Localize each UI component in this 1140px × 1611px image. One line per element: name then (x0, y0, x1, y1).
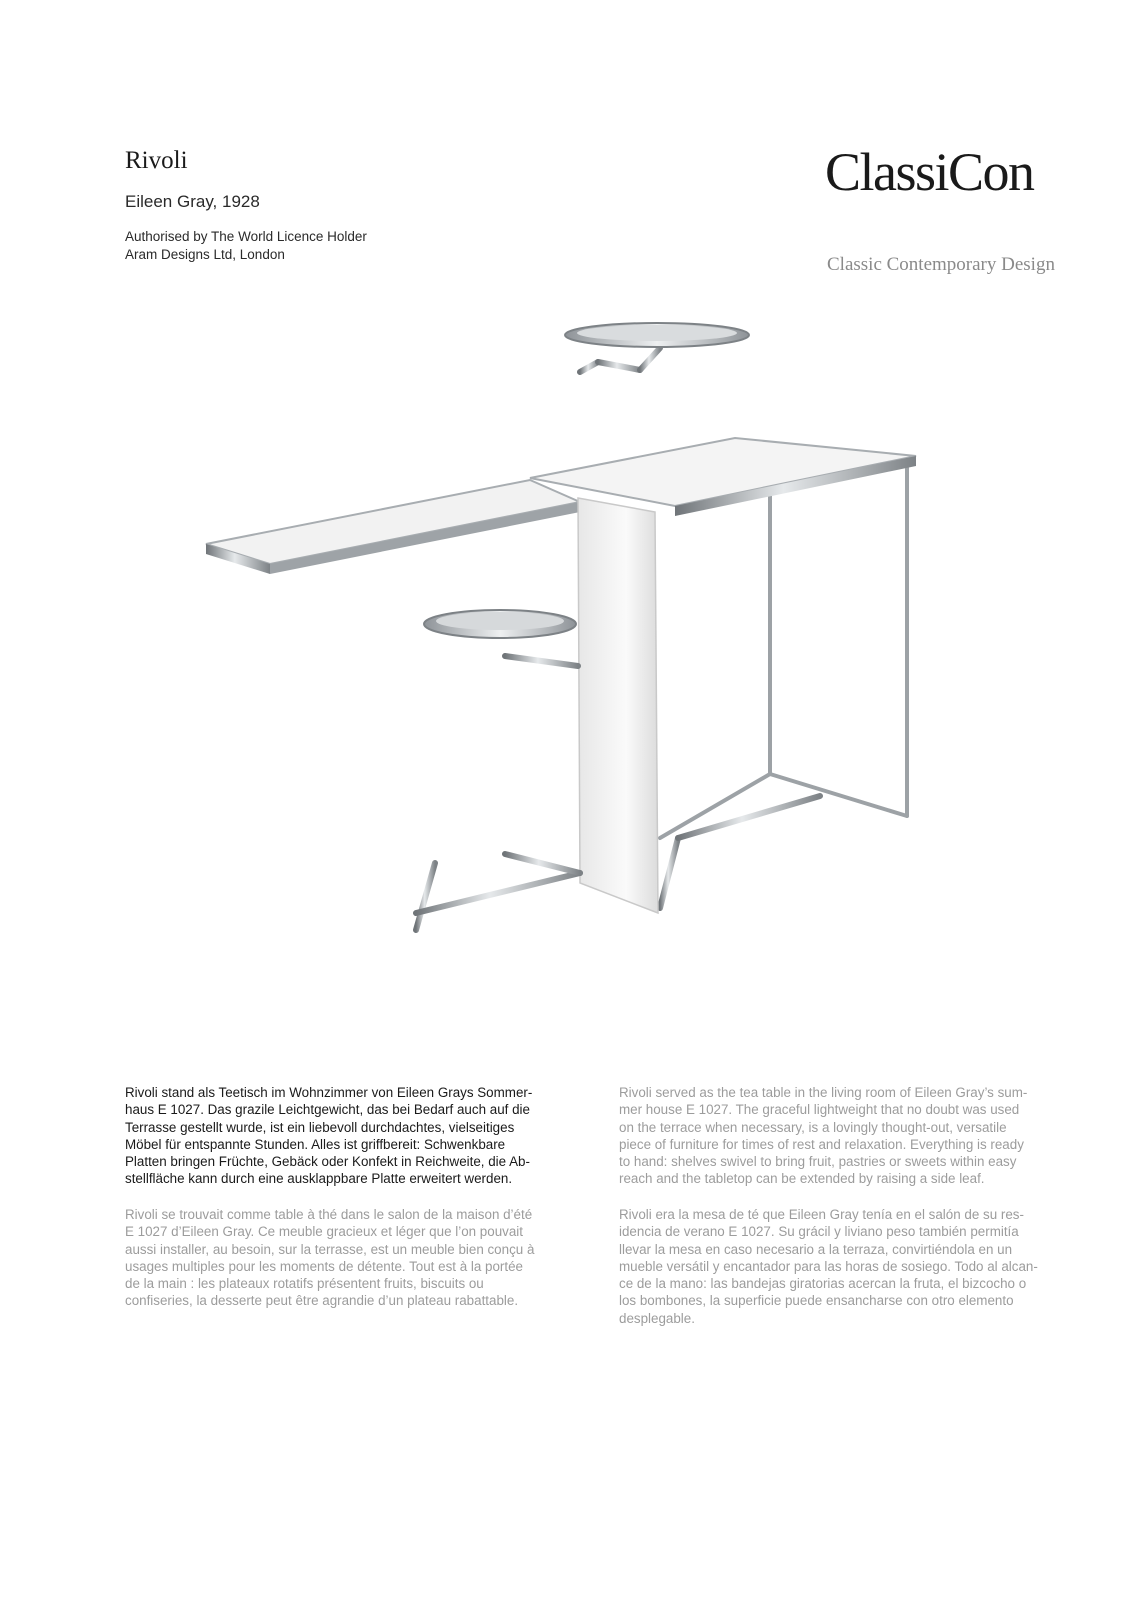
description-line: Möbel für entspannte Stunden. Alles ist griffbereit: Schwenkbare (125, 1136, 506, 1152)
description-line: reach and the tabletop can be extended by raising a side leaf. (619, 1171, 985, 1187)
description-line: piece of furniture for times of rest and relaxation. Everything is ready (619, 1136, 1024, 1152)
designer-credit: Eileen Gray, 1928 (125, 192, 260, 211)
description-line: mer house E 1027. The graceful lightweight that no doubt was used (619, 1102, 1020, 1118)
description-line: llevar la mesa en caso necesario a la terraza, convirtiéndola en un (619, 1241, 1013, 1257)
description-line: Terrasse gestellt wurde, ist ein liebevoll durchdachtes, vielseitiges (125, 1119, 515, 1135)
licence-note (125, 228, 367, 263)
description-line: Rivoli served as the tea table in the living room of Eileen Gray’s sum- (619, 1085, 1028, 1100)
description-line: los bombones, la superficie puede ensancharse con otro elemento (619, 1293, 1014, 1309)
left-leg (416, 532, 435, 930)
description-line: to hand: shelves swivel to bring fruit, pastries or sweets within easy (619, 1154, 1017, 1170)
description-line: E 1027 d’Eileen Gray. Ce meuble gracieux et léger que l’on pouvait (125, 1224, 523, 1240)
licence-line: Authorised by The World Licence Holder (125, 229, 367, 244)
product-title: Rivoli (125, 147, 188, 174)
brand-tagline: Classic Contemporary Design (827, 254, 1055, 275)
description-french (125, 1206, 534, 1310)
base-rod (416, 854, 580, 913)
description-line: Platten bringen Früchte, Gebäck oder Konfekt in Reichweite, die Ab- (125, 1154, 530, 1170)
description-line: de la main : les plateaux rotatifs présentent fruits, biscuits ou (125, 1276, 484, 1292)
description-german (125, 1084, 532, 1188)
description-line: confiseries, la desserte peut être agrandie d’un plateau rabattable. (125, 1293, 519, 1309)
description-line: Rivoli se trouvait comme table à thé dans le salon de la maison d’été (125, 1207, 533, 1222)
back-frame (660, 468, 907, 838)
description-line: aussi installer, au besoin, sur la terrasse, est un meuble bien conçu à (125, 1241, 535, 1257)
rivoli-table-illustration (200, 318, 940, 968)
description-line: Rivoli stand als Teetisch im Wohnzimmer von Eileen Grays Sommer- (125, 1085, 533, 1100)
description-line: mueble versátil y encantador para las horas de sosiego. Todo al alcan- (619, 1258, 1038, 1274)
description-line: Rivoli era la mesa de té que Eileen Gray tenía en el salón de su res- (619, 1207, 1024, 1222)
description-line: desplegable. (619, 1310, 695, 1326)
description-line: ce de la mano: las bandejas giratorias acercan la fruta, el bizcocho o (619, 1276, 1027, 1292)
folding-panel (578, 498, 658, 913)
description-line: idencia de verano E 1027. Su grácil y liviano peso también permitía (619, 1224, 1019, 1240)
description-english (619, 1084, 1027, 1188)
product-image (200, 318, 940, 968)
description-spanish (619, 1206, 1038, 1327)
description-line: haus E 1027. Das grazile Leichtgewicht, das bei Bedarf auch auf die (125, 1102, 530, 1118)
description-line: stellfläche kann durch eine ausklappbare Platte erweitert werden. (125, 1171, 513, 1187)
description-line: on the terrace when necessary, is a lovingly thought-out, versatile (619, 1119, 1007, 1135)
right-frame (660, 506, 820, 908)
licence-line: Aram Designs Ltd, London (125, 246, 285, 262)
description-line: usages multiples pour les moments de détente. Tout est à la portée (125, 1258, 523, 1274)
lower-tray-arm (505, 636, 578, 666)
brand-logo: ClassiCon (825, 142, 1034, 202)
